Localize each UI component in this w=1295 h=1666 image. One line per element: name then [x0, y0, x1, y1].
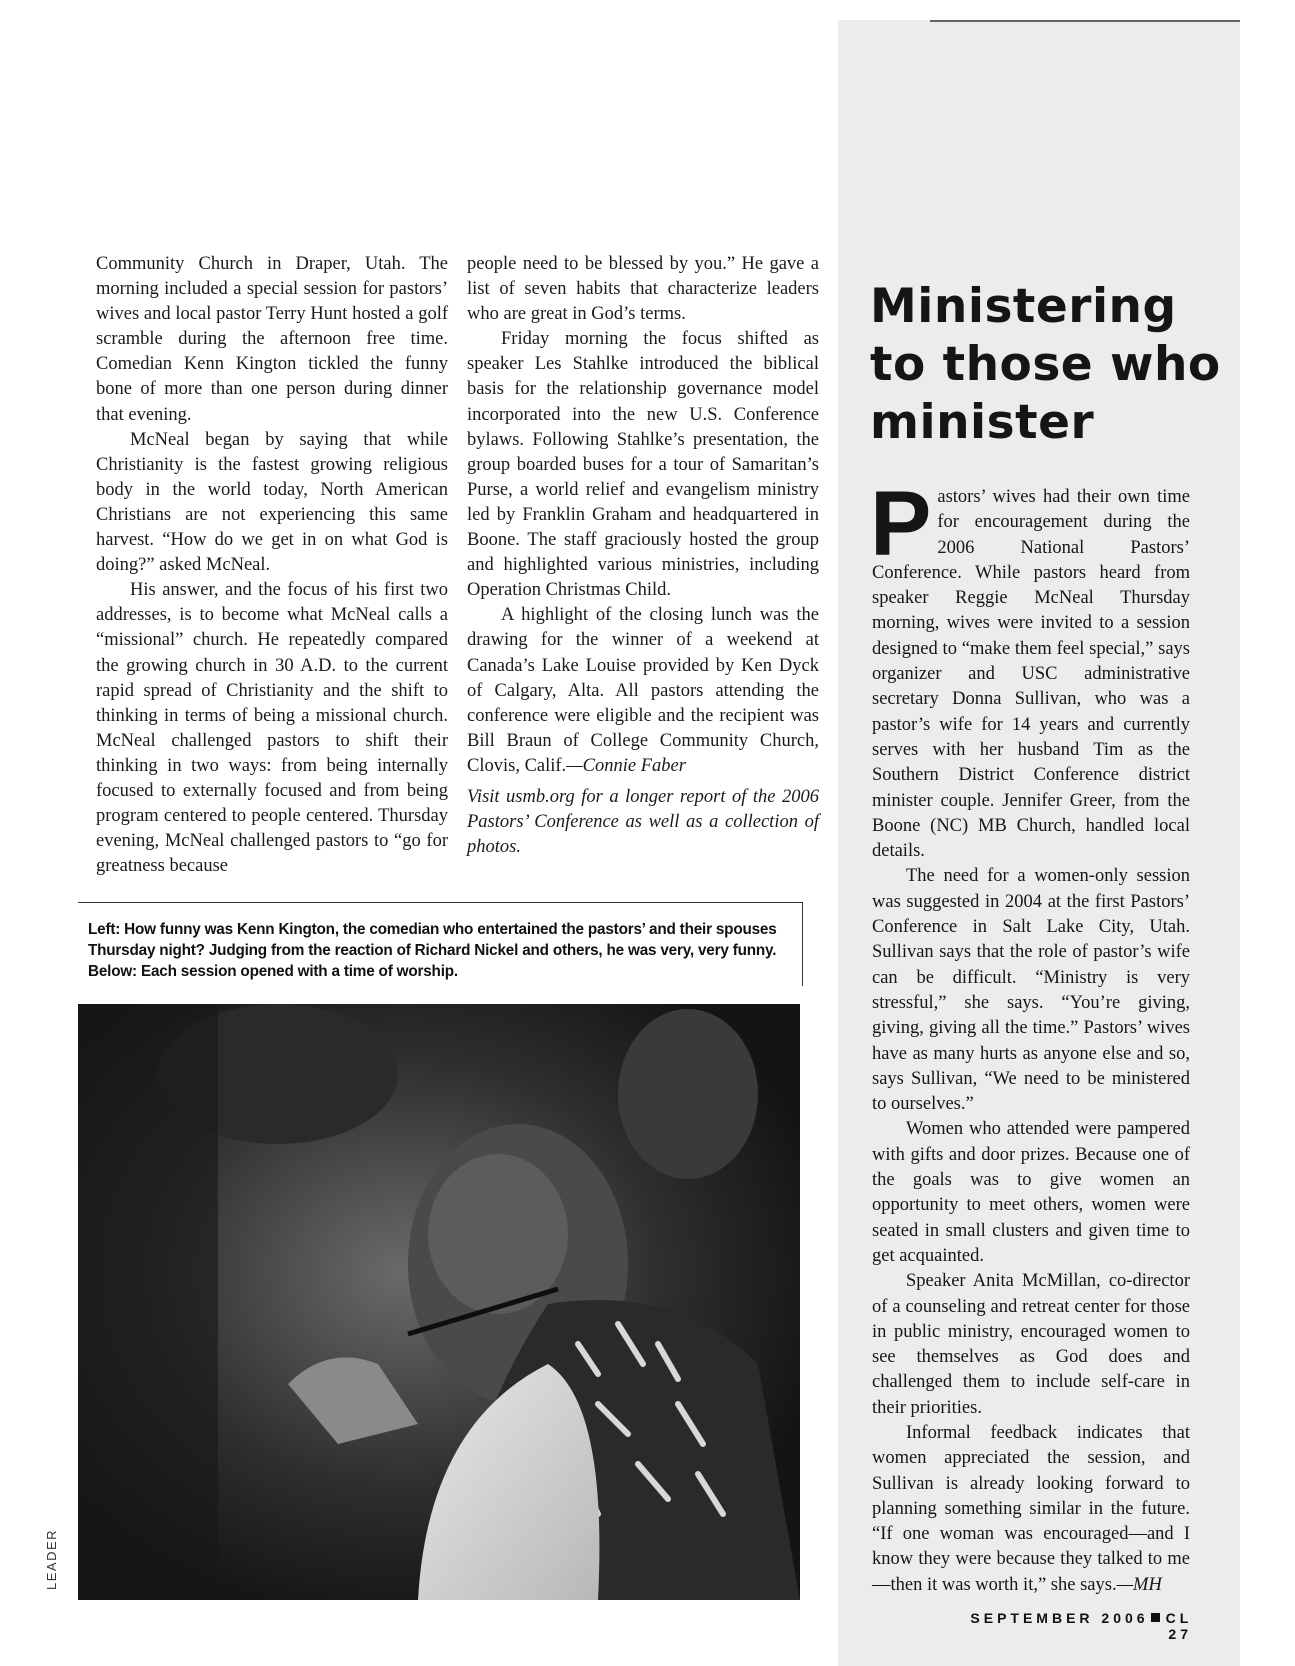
- sidebar-paragraph: Speaker Anita McMillan, co-director of a counseling and retreat center for those in public ministry, encouraged women to see themselves as God does and challenged them to include self-care in their priorities.: [872, 1271, 1190, 1418]
- worship-photo: [78, 1004, 800, 1600]
- article-signature: —Connie Faber: [566, 755, 686, 776]
- folio-magazine: CL: [1165, 1610, 1192, 1626]
- sidebar-paragraph-final: [872, 1421, 1190, 1598]
- sidebar-body: [870, 473, 1190, 1598]
- article-paragraph: Community Church in Draper, Utah. The morning included a special session for pastors’ wives and local pastor Terry Hunt hosted a golf scramble during the afternoon free time. Comedian Kenn Kington tickled the funny bone of more than one person during dinner that evening.: [96, 254, 448, 425]
- photo-illustration: [78, 1004, 800, 1600]
- article-paragraph-final: [467, 603, 819, 779]
- article-column-2: [467, 252, 819, 860]
- sidebar-paragraph-first: [870, 473, 1190, 864]
- photo-shadow: [78, 1004, 218, 1600]
- sidebar-paragraph: The need for a women-only session was suggested in 2004 at the first Pastors’ Conference in Salt Lake City, Utah. Sullivan says that the role of pastor’s wife can be difficult. “Ministry is very stressful,” she says. “You’re giving, giving, giving all the time.” Pastors’ wives have as many hurts as anyone else and so, says Sullivan, “We need to be ministered to ourselves.”: [872, 866, 1190, 1115]
- article-paragraph: His answer, and the focus of his first two addresses, is to become what McNeal calls a “missional” church. He repeatedly compared the growing church in 30 A.D. to the current rapid spread of Christianity and the shift to thinking in terms of being a missional church. McNeal challenged pastors to shift their thinking in two ways: from being internally focused to externally focused and from being program centered to people centered. Thursday evening, McNeal challenged pastors to “go for greatness because: [96, 580, 448, 877]
- sidebar-signature: —MH: [1116, 1574, 1162, 1595]
- folio-page-number: 27: [1168, 1626, 1192, 1642]
- sidebar-title: Ministering to those who minister: [870, 279, 1221, 450]
- article-paragraph: McNeal began by saying that while Christianity is the fastest growing religious body in the world today, North American Christians are not experiencing this same harvest. “How do we get in on what God is doing?” asked McNeal.: [96, 429, 448, 576]
- sidebar-paragraph-text: astors’ wives had their own time for encouragement during the 2006 National Pastors’ Conference. While pastors heard from speaker Reggie McNeal Thursday morning, wives were invited to a session designed to “make them feel special,” says organizer and USC administrative secretary Donna Sullivan, who was a pastor’s wife for 14 years and currently serves with her husband Tim as the Southern District Conference district minister couple. Jennifer Greer, from the Boone (NC) MB Church, handled local details.: [872, 487, 1190, 862]
- article-paragraph: Friday morning the focus shifted as speaker Les Stahlke introduced the biblical basis for the relationship governance model incorporated into the new U.S. Conference bylaws. Following Stahlke’s presentation, the group boarded buses for a tour of Samaritan’s Purse, a world relief and evangelism ministry led by Franklin Graham and headquartered in Boone. The staff graciously hosted the group and highlighted various ministries, including Operation Christmas Child.: [467, 329, 819, 601]
- page-folio: [960, 1610, 1192, 1642]
- web-note: Visit usmb.org for a longer report of the 2006 Pastors’ Conference as well as a collection of photos.: [467, 786, 819, 858]
- sidebar-paragraph-text: Informal feedback indicates that women appreciated the session, and Sullivan is already looking forward to planning something similar in the future. “If one woman was encouraged—and I know they were because they talked to me—then it was worth it,” she says.: [872, 1422, 1190, 1595]
- background-figure: [618, 1009, 758, 1179]
- article-paragraph-text: A highlight of the closing lunch was the drawing for the winner of a weekend at Canada’s Lake Louise provided by Ken Dyck of Calgary, Alta. All pastors attending the conference were eligible and the recipient was Bill Braun of College Community Church, Clovis, Calif.: [467, 605, 819, 776]
- square-bullet-icon: [1151, 1613, 1160, 1622]
- sidebar-top-rule: [930, 20, 1240, 22]
- folio-date: SEPTEMBER 2006: [970, 1610, 1149, 1626]
- article-column-1: [96, 252, 448, 879]
- drop-cap: P: [870, 473, 932, 575]
- photo-caption: Left: How funny was Kenn Kington, the comedian who entertained the pastors’ and their spouses Thursday night? Judging from the reaction of Richard Nickel and others, he was very, very funny. Below: Each session opened with a time of worship.: [78, 902, 803, 986]
- sidebar-paragraph: Women who attended were pampered with gifts and door prizes. Because one of the goals was to give women an opportunity to meet others, women were seated in small clusters and given time to get acquainted.: [872, 1119, 1190, 1266]
- article-paragraph: people need to be blessed by you.” He gave a list of seven habits that characterize leaders who are great in God’s terms.: [467, 254, 819, 325]
- section-label: LEADER: [44, 1528, 59, 1590]
